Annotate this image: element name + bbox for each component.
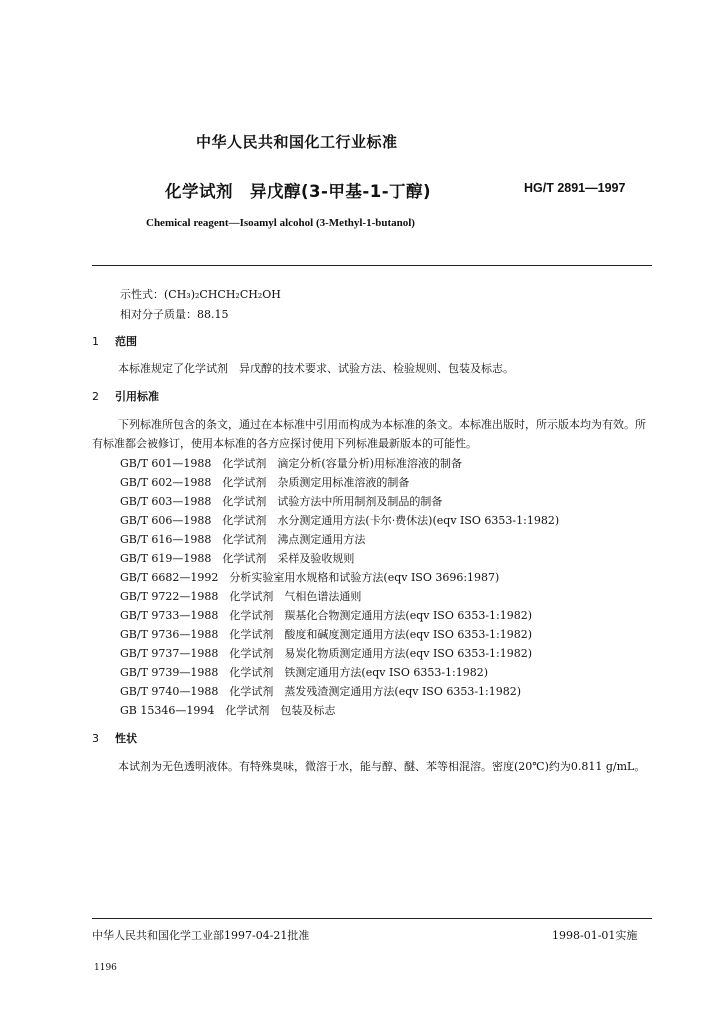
reference-item: GB/T 9740—1988 化学试剂 蒸发残渣测定通用方法(eqv ISO 6353-1:1982) bbox=[120, 685, 522, 698]
approval-date: 中华人民共和国化学工业部1997-04-21批准 bbox=[92, 929, 310, 942]
reference-item: GB/T 9733—1988 化学试剂 羰基化合物测定通用方法(eqv ISO 6353-1:1982) bbox=[120, 609, 533, 622]
reference-item: GB/T 9722—1988 化学试剂 气相色谱法通则 bbox=[120, 590, 362, 603]
section-number: 2 bbox=[92, 390, 99, 403]
issuing-body-header: 中华人民共和国化工行业标准 bbox=[196, 133, 398, 151]
top-rule bbox=[92, 265, 652, 266]
section-title: 范围 bbox=[115, 335, 137, 348]
document-title: 化学试剂 异戊醇(3-甲基-1-丁醇) bbox=[165, 182, 432, 201]
section-heading bbox=[92, 730, 137, 746]
section-paragraph: 本标准规定了化学试剂 异戊醇的技术要求、试验方法、检验规则、包装及标志。 bbox=[118, 362, 514, 375]
structural-formula: 示性式：(CH₃)₂CHCH₂CH₂OH bbox=[120, 288, 281, 301]
reference-item: GB/T 6682—1992 分析实验室用水规格和试验方法(eqv ISO 3696:1987) bbox=[120, 571, 500, 584]
section-paragraph: 本试剂为无色透明液体。有特殊臭味，微溶于水，能与醇、醚、苯等相混溶。密度(20℃)约为0.811 g/mL。 bbox=[118, 760, 646, 773]
reference-item: GB/T 603—1988 化学试剂 试验方法中所用制剂及制品的制备 bbox=[120, 495, 443, 508]
page-number: 1196 bbox=[94, 963, 117, 973]
section-paragraph: 下列标准所包含的条文，通过在本标准中引用而构成为本标准的条文。本标准出版时，所示版本均为有效。所有标准都会被修订，使用本标准的各方应探讨使用下列标准最新版本的可能性。 bbox=[92, 418, 646, 450]
english-title: Chemical reagent—Isoamyl alcohol (3-Methyl-1-butanol) bbox=[146, 217, 415, 229]
effective-date: 1998-01-01实施 bbox=[552, 929, 638, 942]
footer-rule bbox=[92, 918, 652, 919]
reference-item: GB 15346—1994 化学试剂 包装及标志 bbox=[120, 704, 336, 717]
molecular-weight: 相对分子质量：88.15 bbox=[120, 308, 229, 321]
section-number: 3 bbox=[92, 732, 99, 745]
reference-item: GB/T 9737—1988 化学试剂 易炭化物质测定通用方法(eqv ISO 6353-1:1982) bbox=[120, 647, 533, 660]
reference-item: GB/T 616—1988 化学试剂 沸点测定通用方法 bbox=[120, 533, 366, 546]
section-heading bbox=[92, 388, 159, 404]
section-heading bbox=[92, 333, 137, 349]
reference-item: GB/T 9739—1988 化学试剂 铁测定通用方法(eqv ISO 6353-1:1982) bbox=[120, 666, 489, 679]
section-number: 1 bbox=[92, 335, 99, 348]
reference-item: GB/T 601—1988 化学试剂 滴定分析(容量分析)用标准溶液的制备 bbox=[120, 457, 462, 470]
standard-code: HG/T 2891—1997 bbox=[524, 181, 626, 195]
section-title: 性状 bbox=[115, 732, 137, 745]
reference-item: GB/T 606—1988 化学试剂 水分测定通用方法(卡尔·费休法)(eqv ISO 6353-1:1982) bbox=[120, 514, 560, 527]
reference-item: GB/T 602—1988 化学试剂 杂质测定用标准溶液的制备 bbox=[120, 476, 410, 489]
section-title: 引用标准 bbox=[115, 390, 159, 403]
reference-item: GB/T 9736—1988 化学试剂 酸度和碱度测定通用方法(eqv ISO 6353-1:1982) bbox=[120, 628, 533, 641]
reference-item: GB/T 619—1988 化学试剂 采样及验收规则 bbox=[120, 552, 355, 565]
